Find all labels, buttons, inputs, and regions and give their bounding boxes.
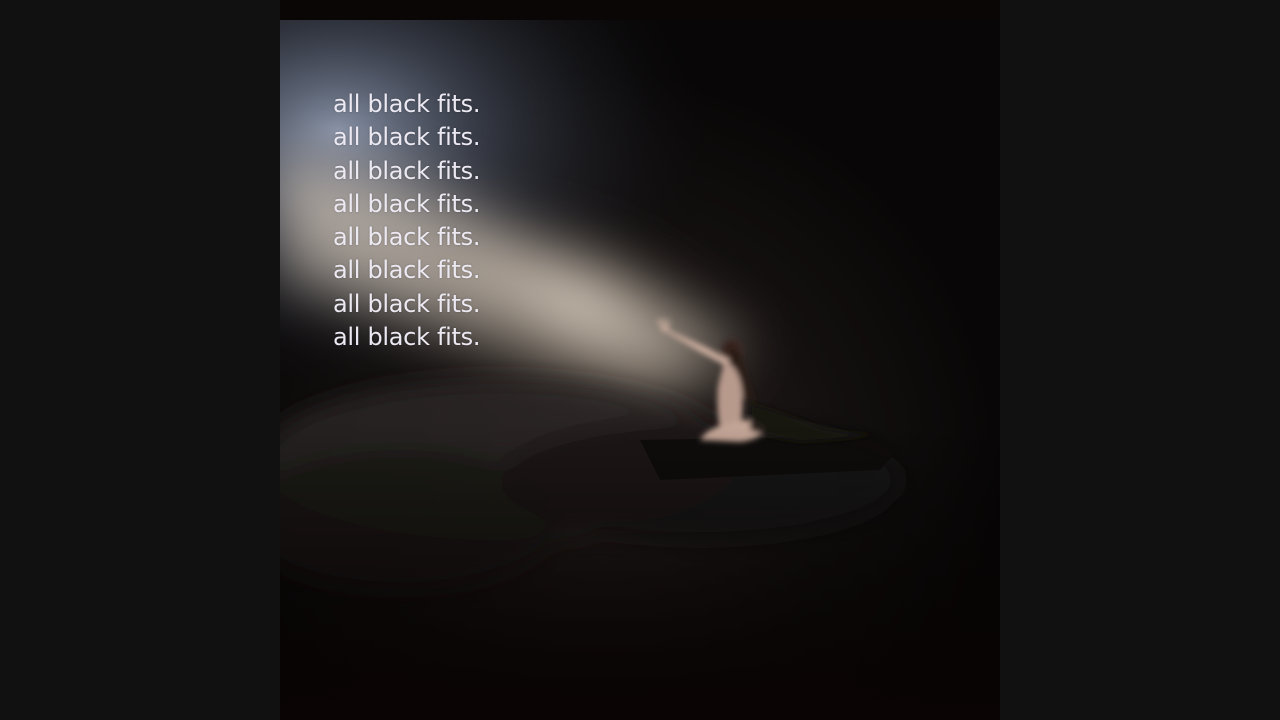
caption-line: all black fits. (333, 289, 481, 318)
caption-line: all black fits. (333, 123, 481, 152)
image-frame (280, 0, 1000, 720)
top-strip (280, 0, 1000, 20)
caption-line: all black fits. (333, 90, 481, 118)
letterbox-right (1000, 0, 1280, 720)
caption-line: all black fits. (333, 256, 481, 285)
caption-line: all black fits. (333, 156, 481, 185)
caption-line: all black fits. (333, 323, 481, 352)
caption-line: all black fits. (333, 189, 481, 218)
letterbox-left (0, 0, 280, 720)
caption-text-stack (333, 88, 480, 354)
caption-line: all black fits. (333, 223, 481, 252)
